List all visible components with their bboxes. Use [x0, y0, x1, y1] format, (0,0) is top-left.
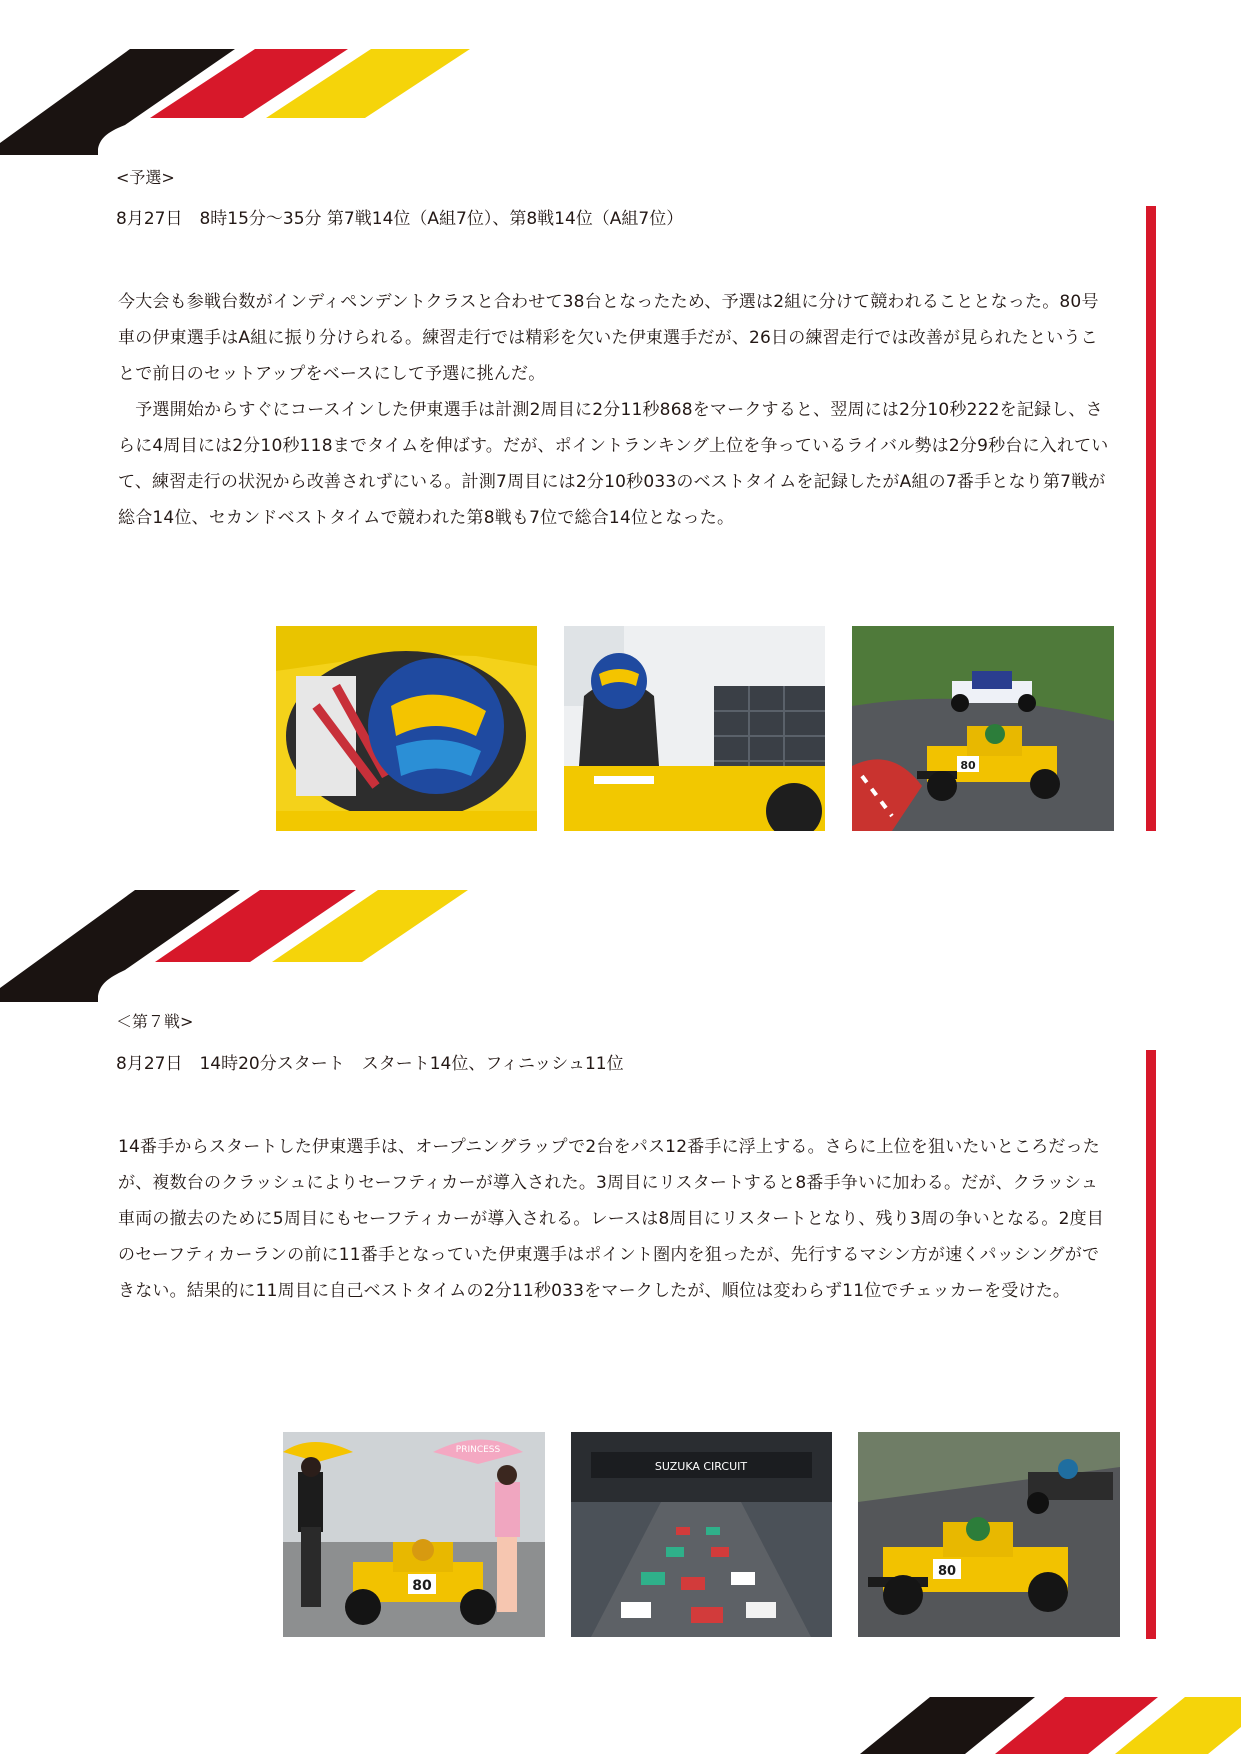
umbrella-text: PRINCESS — [455, 1445, 501, 1455]
qualifying-paragraph-1: 今大会も参戦台数がインディペンデントクラスと合わせて38台となったため、予選は2組に分けて競われることとなった。80号車の伊東選手はA組に振り分けられる。練習走行では精彩を欠いた伊東選手だが、26日の練習走行では改善が見られたということで前日のセットアップをベースにして予選に挑んだ。 — [118, 292, 1099, 384]
stripe-decoration-top — [0, 45, 480, 157]
qualifying-body — [118, 284, 1113, 536]
stripe-decoration-bottom — [860, 1697, 1241, 1754]
section-heading-race7: ＜第７戦> — [116, 1012, 194, 1031]
car-number-label-race: 80 — [937, 1564, 957, 1579]
photo-on-track-race — [858, 1432, 1120, 1637]
accent-bar-1 — [1146, 206, 1156, 831]
photo-grid-girls — [283, 1432, 545, 1637]
photo-race-start — [571, 1432, 832, 1637]
photo-pit-garage — [564, 626, 825, 831]
photo-on-track-qualifying — [852, 626, 1114, 831]
car-number-label-grid: 80 — [412, 1578, 432, 1594]
qualifying-paragraph-2: 予選開始からすぐにコースインした伊東選手は計測2周目に2分11秒868をマークすると、翌周には2分10秒222を記録し、さらに4周目には2分10秒118までタイムを伸ばす。だが、ポイントランキング上位を争っているライバル勢は2分9秒台に入れていて、練習走行の状況から改善されずにいる。計測7周目には2分10秒033のベストタイムを記録したがA組の7番手となり第7戦が総合14位、セカンドベストタイムで競われた第8戦も7位で総合14位となった。 — [118, 400, 1109, 528]
race7-body — [118, 1129, 1113, 1309]
circuit-sign: SUZUKA CIRCUIT — [654, 1460, 748, 1473]
car-number-label: 80 — [960, 759, 976, 772]
photo-cockpit-helmet — [276, 626, 537, 831]
accent-bar-2 — [1146, 1050, 1156, 1639]
stripe-decoration-middle — [0, 886, 480, 1004]
race7-paragraph-1: 14番手からスタートした伊東選手は、オープニングラップで2台をパス12番手に浮上する。さらに上位を狙いたいところだったが、複数台のクラッシュによりセーフティカーが導入された。3周目にリスタートすると8番手争いに加わる。だが、クラッシュ車両の撤去のために5周目にもセーフティカーが導入される。レースは8周目にリスタートとなり、残り3周の争いとなる。2度目のセーフティカーランの前に11番手となっていた伊東選手はポイント圏内を狙ったが、先行するマシン方が速くパッシングができない。結果的に11周目に自己ベストタイムの2分11秒033をマークしたが、順位は変わらず11位でチェッカーを受けた。 — [118, 1137, 1104, 1301]
race7-date-line: 8月27日 14時20分スタート スタート14位、フィニッシュ11位 — [116, 1054, 624, 1074]
qualifying-date-line: 8月27日 8時15分～35分 第7戦14位（A組7位）、第8戦14位（A組7位） — [116, 209, 684, 229]
section-heading-qualifying: <予選> — [116, 168, 175, 187]
